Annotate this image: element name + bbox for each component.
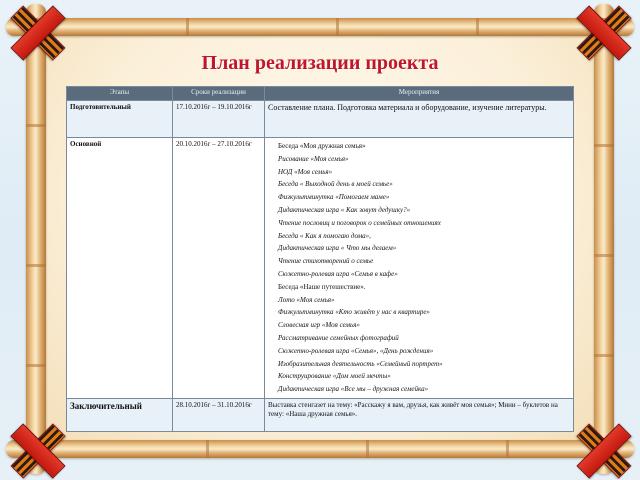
list-item: Физкультминутка «Помогаем маме» xyxy=(278,193,390,202)
column-header-activities: Мероприятия xyxy=(265,87,574,101)
list-item: Конструирование «Дом моей мечты» xyxy=(278,372,391,381)
activities-cell: Составление плана. Подготовка материала и оборудование, изучение литературы. xyxy=(265,101,574,138)
table-row xyxy=(67,398,574,431)
list-item: НОД «Моя семья» xyxy=(278,167,333,176)
dates-cell: 17.10.2016г – 19.10.2016г xyxy=(173,101,265,138)
project-plan-table xyxy=(66,86,574,432)
table-row xyxy=(67,101,574,138)
list-item: Дидактическая игра «Все мы – дружная семейка» xyxy=(278,385,429,394)
list-item: Беседа « Выходной день в моей семье» xyxy=(278,180,393,189)
activities-cell: Выставка стенгазет на тему: «Расскажу я вам, друзья, как живёт моя семья»; Мини – буклетов на тему: «Наша дружная семья». xyxy=(265,398,574,431)
dates-cell: 20.10.2016г – 27.10.2016г xyxy=(173,138,265,399)
list-item: Чтение стихотворений о семье xyxy=(278,257,374,266)
list-item: Дидактическая игра « Что мы делаем» xyxy=(278,244,397,253)
list-item: Сюжетно-ролевая игра «Семья», «День рождения» xyxy=(278,346,434,355)
stage-cell: Заключительный xyxy=(67,398,173,431)
list-item: Физкультминутка «Кто живёт у нас в квартире» xyxy=(278,308,430,317)
top-bamboo-pole xyxy=(6,18,634,36)
stage-cell: Подготовительный xyxy=(67,101,173,138)
list-item: Беседа « Как я помогаю дома», xyxy=(278,231,371,240)
list-item: Лото «Моя семья» xyxy=(278,295,335,304)
list-item: Дидактическая игра « Как зовут дедушку?» xyxy=(278,205,411,214)
table-row xyxy=(67,138,574,399)
page-title: План реализации проекта xyxy=(201,52,439,74)
table-header-row xyxy=(67,87,574,101)
dates-cell: 28.10.2016г – 31.10.2016г xyxy=(173,398,265,431)
list-item: Рассматривание семейных фотографий xyxy=(278,333,399,342)
list-item: Беседа «Наше путешествие». xyxy=(278,282,366,291)
list-item: Беседа «Моя дружная семья» xyxy=(278,142,366,150)
activities-cell xyxy=(265,138,574,399)
list-item: Чтение пословиц и поговорок о семейных отношениях xyxy=(278,218,441,227)
list-item: Рисование «Моя семья» xyxy=(278,154,349,163)
activities-list xyxy=(268,140,570,396)
list-item: Изобразительная деятельность «Семейный портрет» xyxy=(278,359,443,368)
column-header-dates: Сроки реализации xyxy=(173,87,265,101)
list-item: Сюжетно-ролевая игра «Семья в кафе» xyxy=(278,269,398,278)
column-header-stages: Этапы xyxy=(67,87,173,101)
bottom-bamboo-pole xyxy=(6,440,634,458)
list-item: Словесная игр «Моя семья» xyxy=(278,321,360,330)
stage-cell: Основной xyxy=(67,138,173,399)
